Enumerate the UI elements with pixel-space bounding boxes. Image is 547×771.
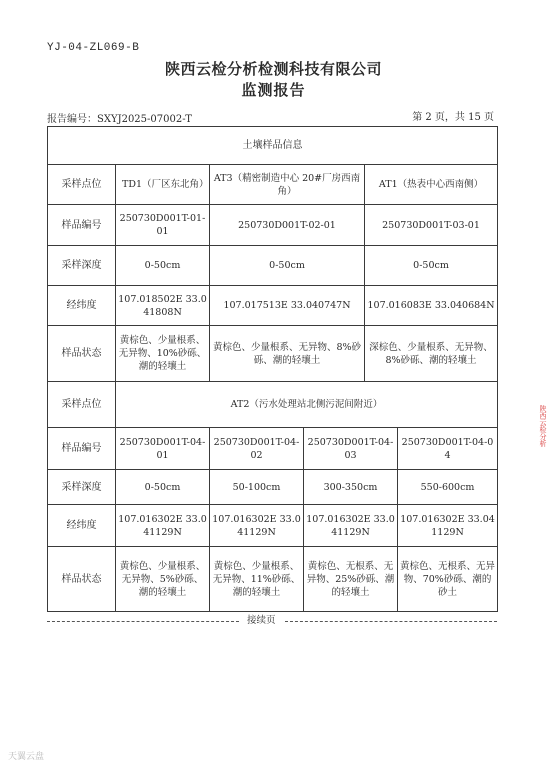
- coords-cell: 107.016302E 33.041129N: [116, 505, 210, 547]
- coords-cell: 107.018502E 33.041808N: [116, 286, 210, 326]
- sample-id-cell: 250730D001T-04-03: [304, 428, 398, 470]
- depth-cell: 50-100cm: [210, 470, 304, 505]
- continued-divider: [47, 615, 497, 627]
- sample-id-cell: 250730D001T-03-01: [365, 205, 498, 246]
- document-code: YJ-04-ZL069-B: [47, 42, 140, 54]
- label-location: 采样点位: [48, 382, 116, 428]
- location-cell: AT2（污水处理站北侧污泥间附近）: [116, 382, 498, 428]
- status-cell: 黄棕色、少量根系、无异物、5%砂砾、潮的轻壤土: [116, 547, 210, 612]
- status-cell: 黄棕色、少量根系、无异物、11%砂砾、潮的轻壤土: [210, 547, 304, 612]
- sample-id-cell: 250730D001T-04-02: [210, 428, 304, 470]
- coords-cell: 107.016302E 33.041129N: [304, 505, 398, 547]
- status-cell: 黄棕色、少量根系、无异物、8%砂砾、潮的轻壤土: [210, 326, 365, 382]
- status-cell: 黄棕色、少量根系、无异物、10%砂砾、潮的轻壤土: [116, 326, 210, 382]
- label-depth: 采样深度: [48, 470, 116, 505]
- report-number: 报告编号：SXYJ2025-07002-T: [47, 114, 192, 125]
- depth-cell: 0-50cm: [365, 246, 498, 286]
- label-sample-id: 样品编号: [48, 205, 116, 246]
- depth-cell: 0-50cm: [210, 246, 365, 286]
- seal-stamp-edge: 陕西云检分析: [539, 405, 547, 447]
- location-cell: AT3（精密制造中心 20#厂房西南角）: [210, 165, 365, 205]
- sample-id-cell: 250730D001T-04-01: [116, 428, 210, 470]
- continued-label: 接续页: [247, 615, 276, 626]
- cloud-watermark: 天翼云盘: [8, 752, 45, 762]
- label-coords: 经纬度: [48, 286, 116, 326]
- location-cell: AT1（热表中心西南侧）: [365, 165, 498, 205]
- coords-cell: 107.016083E 33.040684N: [365, 286, 498, 326]
- status-cell: 黄棕色、无根系、无异物、70%砂砾、潮的砂土: [398, 547, 498, 612]
- status-cell: 黄棕色、无根系、无异物、25%砂砾、潮的轻壤土: [304, 547, 398, 612]
- coords-cell: 107.016302E 33.041129N: [210, 505, 304, 547]
- company-name: 陕西云检分析检测科技有限公司: [164, 60, 382, 78]
- section-title: 土壤样品信息: [48, 127, 498, 165]
- depth-cell: 300-350cm: [304, 470, 398, 505]
- page-indicator: 第 2 页，共 15 页: [412, 112, 494, 123]
- label-location: 采样点位: [48, 165, 116, 205]
- location-cell: TD1（厂区东北角）: [116, 165, 210, 205]
- depth-cell: 550-600cm: [398, 470, 498, 505]
- sample-id-cell: 250730D001T-01-01: [116, 205, 210, 246]
- divider-line: [285, 621, 497, 622]
- label-status: 样品状态: [48, 547, 116, 612]
- label-status: 样品状态: [48, 326, 116, 382]
- divider-line: [47, 621, 239, 622]
- soil-sample-table: [47, 126, 498, 612]
- status-cell: 深棕色、少量根系、无异物、8%砂砾、潮的轻壤土: [365, 326, 498, 382]
- sample-id-cell: 250730D001T-04-04: [398, 428, 498, 470]
- report-title: 监测报告: [241, 81, 306, 99]
- coords-cell: 107.016302E 33.041129N: [398, 505, 498, 547]
- coords-cell: 107.017513E 33.040747N: [210, 286, 365, 326]
- sample-id-cell: 250730D001T-02-01: [210, 205, 365, 246]
- depth-cell: 0-50cm: [116, 246, 210, 286]
- label-coords: 经纬度: [48, 505, 116, 547]
- label-depth: 采样深度: [48, 246, 116, 286]
- label-sample-id: 样品编号: [48, 428, 116, 470]
- depth-cell: 0-50cm: [116, 470, 210, 505]
